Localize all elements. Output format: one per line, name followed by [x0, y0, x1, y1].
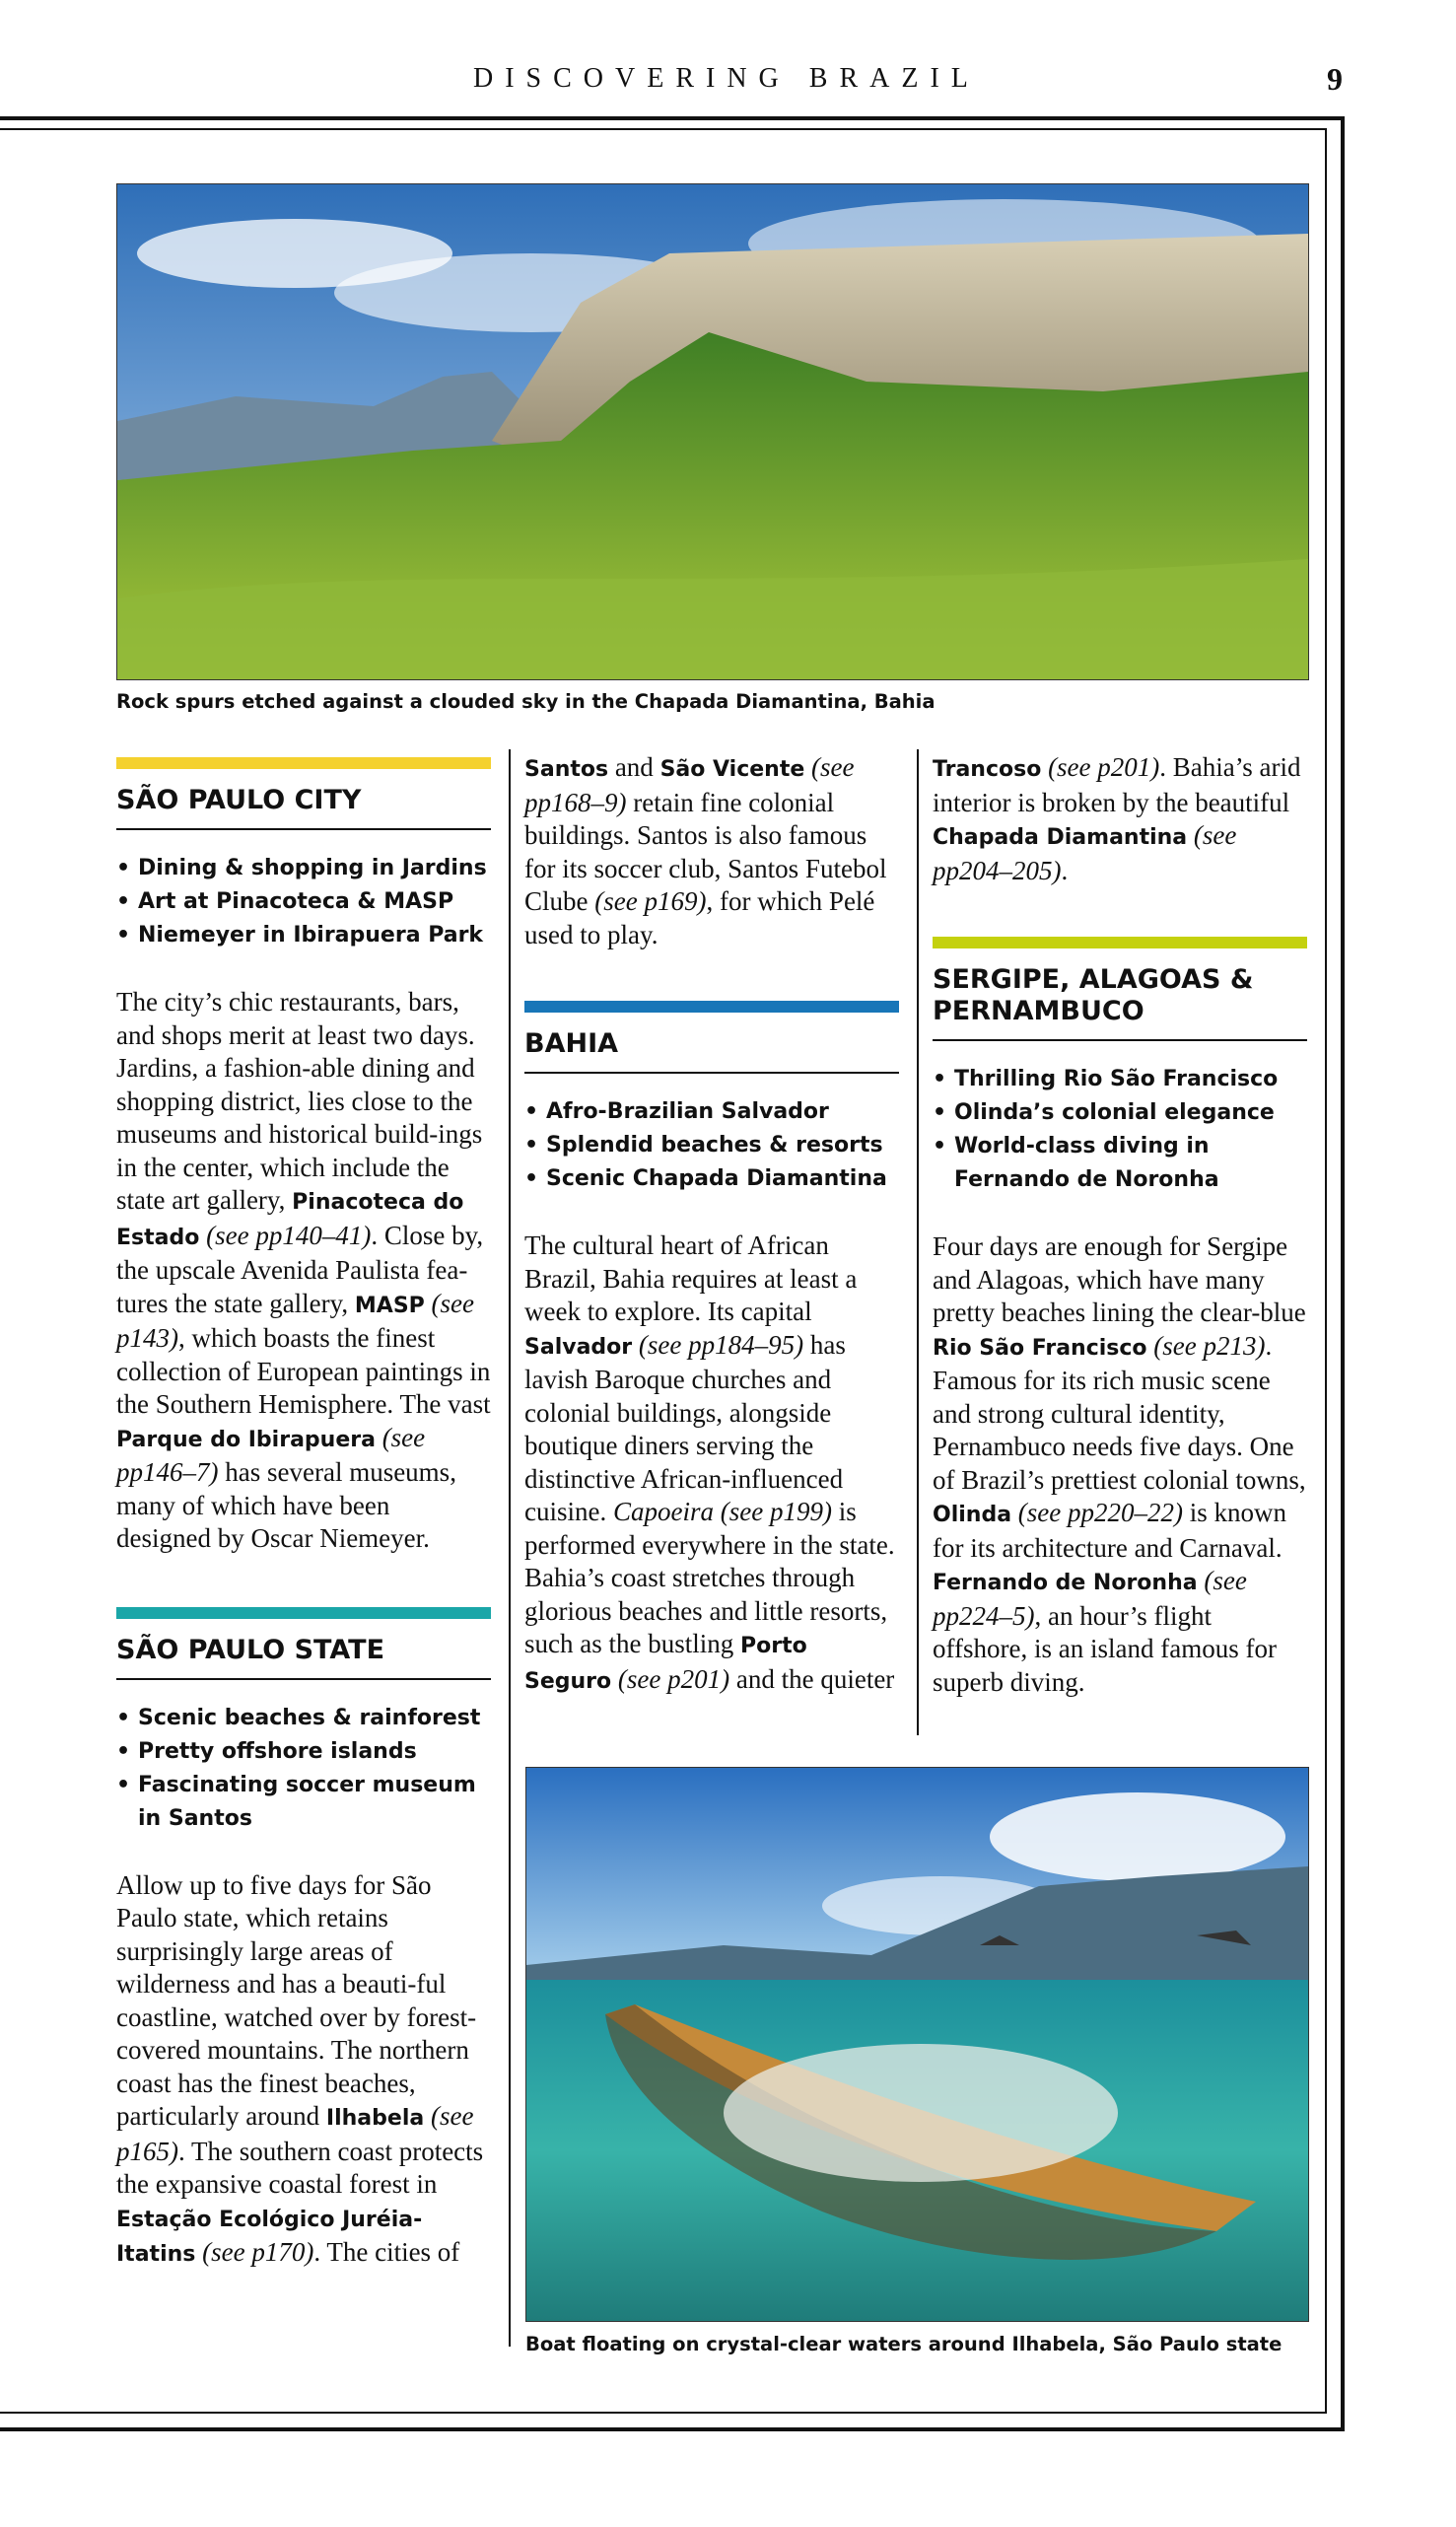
highlight-item: • Dining & shopping in Jardins [116, 852, 491, 885]
highlights-list [116, 1702, 491, 1836]
column-3 [933, 751, 1307, 1699]
highlight-item: • Fascinating soccer museum in Santos [116, 1769, 491, 1836]
section-body-text: Trancoso (see p201). Bahia’s arid interior is broken by the beautiful Chapada Diamantina (see pp204–205). [933, 752, 1301, 885]
section-title-sergipe: SERGIPE, ALAGOAS & PERNAMBUCO [933, 964, 1254, 1026]
highlights-list [116, 852, 491, 952]
bottom-photo-caption: Boat floating on crystal-clear waters around Ilhabela, São Paulo state [525, 2333, 1283, 2355]
section-title-sao-paulo-state: SÃO PAULO STATE [116, 1634, 385, 1665]
highlight-item: • World-class diving in Fernando de Noronha [933, 1130, 1307, 1197]
highlight-item: • Niemeyer in Ibirapuera Park [116, 919, 491, 952]
section-body-text: The cultural heart of African Brazil, Bahia requires at least a week to explore. Its capital Salvador (see pp184–95) has lavish Baroque churches and colonial buildings, alongside boutique diners serving the distinctive African-influenced cuisine. Capoeira (see p199) is performed everywhere in the state. Bahia’s coast stretches through glorious beaches and little resorts, such as the bustling Porto Seguro (see p201) and the quieter [524, 1230, 895, 1694]
section-color-bar [933, 937, 1307, 948]
highlight-item: • Afro-Brazilian Salvador [524, 1095, 899, 1129]
section-rule [524, 1072, 899, 1074]
column-divider [917, 749, 919, 1735]
section-color-bar [116, 757, 491, 769]
page-number: 9 [1327, 61, 1343, 97]
column-divider [509, 749, 511, 2347]
section-title-sao-paulo-city: SÃO PAULO CITY [116, 785, 362, 815]
section-color-bar [116, 1607, 491, 1619]
column-2 [524, 751, 899, 1698]
highlights-list [933, 1063, 1307, 1197]
section-color-bar [524, 1001, 899, 1013]
section-rule [933, 1039, 1307, 1041]
section-body-text: Four days are enough for Sergipe and Alagoas, which have many pretty beaches lining the clear-blue Rio São Francisco (see p213). Famous for its rich music scene and strong cultural identity, Pernambuco needs five days. One of Brazil’s prettiest colonial towns, Olinda (see pp220–22) is known for its architecture and Carnaval. Fernando de Noronha (see pp224–5), an hour’s flight offshore, is an island famous for superb diving. [933, 1231, 1306, 1697]
section-body-text: Allow up to five days for São Paulo state, which retains surprisingly large areas of wilderness and has a beauti-ful coastline, watched over by forest-covered mountains. The northern coast has the finest beaches, particularly around Ilhabela (see p165). The southern coast protects the expansive coastal forest in Estação Ecológico Juréia-Itatins (see p170). The cities of [116, 1869, 484, 2267]
highlight-item: • Scenic beaches & rainforest [116, 1702, 491, 1735]
highlight-item: • Thrilling Rio São Francisco [933, 1063, 1307, 1096]
highlight-item: • Splendid beaches & resorts [524, 1129, 899, 1162]
running-title: DISCOVERING BRAZIL [473, 63, 980, 94]
chapada-diamantina-photo [116, 183, 1309, 680]
section-body-text: Santos and São Vicente (see pp168–9) retain fine colonial buildings. Santos is also famous for its soccer club, Santos Futebol Clube (see p169), for which Pelé used to play. [524, 752, 887, 949]
highlight-item: • Scenic Chapada Diamantina [524, 1162, 899, 1196]
column-1 [116, 757, 491, 2272]
ilhabela-boat-photo [525, 1767, 1309, 2322]
page-header [0, 61, 1456, 101]
top-photo-caption: Rock spurs etched against a clouded sky in the Chapada Diamantina, Bahia [116, 690, 936, 713]
highlight-item: • Olinda’s colonial elegance [933, 1096, 1307, 1130]
section-rule [116, 828, 491, 830]
section-title-bahia: BAHIA [524, 1028, 619, 1059]
section-body-text: The city’s chic restaurants, bars, and shops merit at least two days. Jardins, a fashion-able dining and shopping district, lies close to the museums and historical build-ings in the center, which include the state art gallery, Pinacoteca do Estado (see pp140–41). Close by, the upscale Avenida Paulista fea-tures the state gallery, MASP (see p143), which boasts the finest collection of European paintings in the Southern Hemisphere. The vast Parque do Ibirapuera (see pp146–7) has several museums, many of which have been designed by Oscar Niemeyer. [116, 987, 491, 1553]
section-rule [116, 1678, 491, 1680]
highlights-list [524, 1095, 899, 1196]
highlight-item: • Art at Pinacoteca & MASP [116, 885, 491, 919]
highlight-item: • Pretty offshore islands [116, 1735, 491, 1769]
